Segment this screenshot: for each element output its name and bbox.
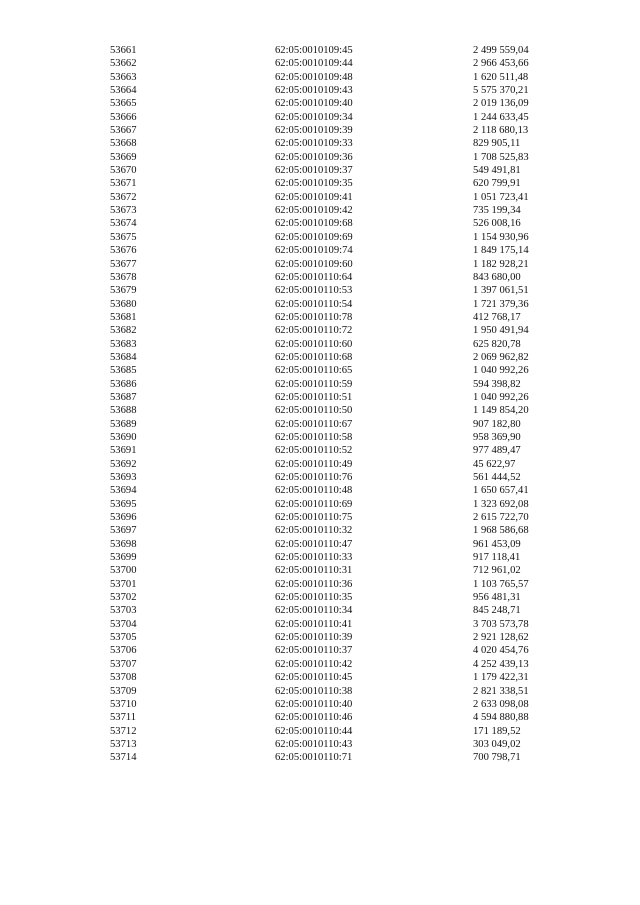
cadastral-value: 829 905,11 <box>473 138 521 150</box>
row-number: 53673 <box>110 205 137 217</box>
cadastral-value: 1 040 992,26 <box>473 391 529 403</box>
cadastral-value: 5 575 370,21 <box>473 85 529 97</box>
cadastral-number: 62:05:0010109:69 <box>275 231 353 243</box>
cadastral-number: 62:05:0010110:59 <box>275 378 353 390</box>
row-number: 53678 <box>110 271 137 283</box>
cadastral-number: 62:05:0010110:40 <box>275 698 353 710</box>
cadastral-number: 62:05:0010109:33 <box>275 138 353 150</box>
row-number: 53699 <box>110 552 137 564</box>
row-number: 53689 <box>110 418 137 430</box>
cadastral-value: 625 820,78 <box>473 338 521 350</box>
cadastral-number: 62:05:0010109:35 <box>275 178 353 190</box>
table-row <box>0 164 640 177</box>
row-number: 53714 <box>110 752 137 764</box>
cadastral-value: 712 961,02 <box>473 565 521 577</box>
table-row <box>0 124 640 137</box>
cadastral-number: 62:05:0010110:65 <box>275 365 353 377</box>
cadastral-value-table <box>0 44 640 765</box>
row-number: 53704 <box>110 618 137 630</box>
cadastral-value: 1 721 379,36 <box>473 298 529 310</box>
cadastral-value: 956 481,31 <box>473 592 521 604</box>
cadastral-value: 2 019 136,09 <box>473 98 529 110</box>
cadastral-value: 4 020 454,76 <box>473 645 529 657</box>
row-number: 53669 <box>110 151 137 163</box>
cadastral-value: 1 051 723,41 <box>473 191 529 203</box>
table-row <box>0 217 640 230</box>
table-row <box>0 311 640 324</box>
cadastral-number: 62:05:0010110:68 <box>275 351 353 363</box>
cadastral-value: 1 323 692,08 <box>473 498 529 510</box>
cadastral-number: 62:05:0010110:49 <box>275 458 353 470</box>
table-row <box>0 551 640 564</box>
cadastral-number: 62:05:0010110:50 <box>275 405 353 417</box>
table-row <box>0 604 640 617</box>
cadastral-value: 961 453,09 <box>473 538 521 550</box>
cadastral-number: 62:05:0010110:38 <box>275 685 353 697</box>
row-number: 53687 <box>110 391 137 403</box>
row-number: 53706 <box>110 645 137 657</box>
table-row <box>0 511 640 524</box>
row-number: 53666 <box>110 111 137 123</box>
cadastral-number: 62:05:0010110:39 <box>275 632 353 644</box>
cadastral-value: 958 369,90 <box>473 431 521 443</box>
row-number: 53668 <box>110 138 137 150</box>
cadastral-number: 62:05:0010109:43 <box>275 85 353 97</box>
table-row <box>0 685 640 698</box>
table-row <box>0 244 640 257</box>
row-number: 53682 <box>110 325 137 337</box>
table-row <box>0 57 640 70</box>
cadastral-number: 62:05:0010109:60 <box>275 258 353 270</box>
cadastral-value: 1 968 586,68 <box>473 525 529 537</box>
table-row <box>0 151 640 164</box>
cadastral-number: 62:05:0010110:69 <box>275 498 353 510</box>
cadastral-value: 1 950 491,94 <box>473 325 529 337</box>
cadastral-value: 1 650 657,41 <box>473 485 529 497</box>
row-number: 53712 <box>110 725 137 737</box>
cadastral-value: 1 849 175,14 <box>473 245 529 257</box>
row-number: 53708 <box>110 672 137 684</box>
table-row <box>0 284 640 297</box>
cadastral-value: 594 398,82 <box>473 378 521 390</box>
cadastral-number: 62:05:0010109:45 <box>275 45 353 56</box>
row-number: 53665 <box>110 98 137 110</box>
cadastral-value: 1 244 633,45 <box>473 111 529 123</box>
row-number: 53671 <box>110 178 137 190</box>
table-row <box>0 458 640 471</box>
table-row <box>0 631 640 644</box>
table-row <box>0 444 640 457</box>
row-number: 53711 <box>110 712 137 724</box>
cadastral-number: 62:05:0010109:36 <box>275 151 353 163</box>
cadastral-value: 303 049,02 <box>473 738 521 750</box>
cadastral-value: 561 444,52 <box>473 472 521 483</box>
row-number: 53667 <box>110 125 137 137</box>
cadastral-number: 62:05:0010109:39 <box>275 125 353 137</box>
cadastral-value: 1 103 765,57 <box>473 578 529 590</box>
table-row <box>0 484 640 497</box>
table-row <box>0 591 640 604</box>
table-row <box>0 44 640 57</box>
cadastral-number: 62:05:0010110:36 <box>275 578 353 590</box>
row-number: 53707 <box>110 658 137 670</box>
row-number: 53677 <box>110 258 137 270</box>
table-row <box>0 404 640 417</box>
table-row <box>0 177 640 190</box>
cadastral-number: 62:05:0010110:45 <box>275 672 353 684</box>
table-row <box>0 578 640 591</box>
cadastral-value: 2 118 680,13 <box>473 125 529 137</box>
table-row <box>0 84 640 97</box>
cadastral-number: 62:05:0010110:71 <box>275 752 353 764</box>
table-row <box>0 471 640 484</box>
row-number: 53685 <box>110 365 137 377</box>
cadastral-value: 549 491,81 <box>473 165 521 177</box>
cadastral-value: 3 703 573,78 <box>473 618 529 630</box>
cadastral-value: 412 768,17 <box>473 311 521 323</box>
row-number: 53662 <box>110 58 137 70</box>
table-row <box>0 258 640 271</box>
cadastral-value: 1 182 928,21 <box>473 258 529 270</box>
cadastral-number: 62:05:0010109:68 <box>275 218 353 230</box>
cadastral-number: 62:05:0010109:74 <box>275 245 353 257</box>
cadastral-value: 2 966 453,66 <box>473 58 529 70</box>
row-number: 53700 <box>110 565 137 577</box>
cadastral-number: 62:05:0010110:33 <box>275 552 353 564</box>
row-number: 53693 <box>110 472 137 483</box>
row-number: 53664 <box>110 85 137 97</box>
cadastral-value: 735 199,34 <box>473 205 521 217</box>
table-row <box>0 698 640 711</box>
cadastral-value: 907 182,80 <box>473 418 521 430</box>
cadastral-number: 62:05:0010109:34 <box>275 111 353 123</box>
row-number: 53675 <box>110 231 137 243</box>
row-number: 53710 <box>110 698 137 710</box>
cadastral-value: 620 799,91 <box>473 178 521 190</box>
cadastral-number: 62:05:0010110:54 <box>275 298 353 310</box>
cadastral-value: 845 248,71 <box>473 605 521 617</box>
table-row <box>0 231 640 244</box>
cadastral-number: 62:05:0010110:72 <box>275 325 353 337</box>
cadastral-value: 700 798,71 <box>473 752 521 764</box>
cadastral-number: 62:05:0010110:48 <box>275 485 353 497</box>
row-number: 53705 <box>110 632 137 644</box>
row-number: 53661 <box>110 45 137 56</box>
cadastral-number: 62:05:0010110:42 <box>275 658 353 670</box>
cadastral-number: 62:05:0010109:41 <box>275 191 353 203</box>
row-number: 53674 <box>110 218 137 230</box>
cadastral-number: 62:05:0010109:44 <box>275 58 353 70</box>
row-number: 53684 <box>110 351 137 363</box>
row-number: 53683 <box>110 338 137 350</box>
table-row <box>0 204 640 217</box>
cadastral-number: 62:05:0010110:78 <box>275 311 353 323</box>
row-number: 53676 <box>110 245 137 257</box>
cadastral-number: 62:05:0010109:37 <box>275 165 353 177</box>
cadastral-value: 2 615 722,70 <box>473 512 529 524</box>
cadastral-value: 2 499 559,04 <box>473 45 529 56</box>
table-row <box>0 711 640 724</box>
table-row <box>0 391 640 404</box>
cadastral-number: 62:05:0010110:37 <box>275 645 353 657</box>
row-number: 53680 <box>110 298 137 310</box>
cadastral-value: 1 040 992,26 <box>473 365 529 377</box>
cadastral-number: 62:05:0010110:75 <box>275 512 353 524</box>
cadastral-number: 62:05:0010110:44 <box>275 725 353 737</box>
cadastral-number: 62:05:0010110:51 <box>275 391 353 403</box>
cadastral-value: 4 594 880,88 <box>473 712 529 724</box>
table-row <box>0 378 640 391</box>
cadastral-number: 62:05:0010110:76 <box>275 472 353 483</box>
row-number: 53663 <box>110 71 137 83</box>
table-row <box>0 524 640 537</box>
cadastral-value: 1 154 930,96 <box>473 231 529 243</box>
table-row <box>0 137 640 150</box>
cadastral-value: 1 708 525,83 <box>473 151 529 163</box>
table-row <box>0 671 640 684</box>
cadastral-value: 2 821 338,51 <box>473 685 529 697</box>
cadastral-value: 1 620 511,48 <box>473 71 529 83</box>
cadastral-number: 62:05:0010110:31 <box>275 565 353 577</box>
cadastral-value: 2 069 962,82 <box>473 351 529 363</box>
row-number: 53701 <box>110 578 137 590</box>
row-number: 53702 <box>110 592 137 604</box>
cadastral-number: 62:05:0010110:58 <box>275 431 353 443</box>
cadastral-value: 2 633 098,08 <box>473 698 529 710</box>
cadastral-number: 62:05:0010109:42 <box>275 205 353 217</box>
cadastral-number: 62:05:0010110:67 <box>275 418 353 430</box>
row-number: 53670 <box>110 165 137 177</box>
table-row <box>0 71 640 84</box>
table-row <box>0 364 640 377</box>
cadastral-value: 977 489,47 <box>473 445 521 457</box>
cadastral-value: 1 179 422,31 <box>473 672 529 684</box>
table-row <box>0 351 640 364</box>
cadastral-value: 2 921 128,62 <box>473 632 529 644</box>
cadastral-number: 62:05:0010110:64 <box>275 271 353 283</box>
cadastral-number: 62:05:0010110:52 <box>275 445 353 457</box>
cadastral-value: 1 397 061,51 <box>473 285 529 297</box>
row-number: 53695 <box>110 498 137 510</box>
table-row <box>0 431 640 444</box>
table-row <box>0 111 640 124</box>
row-number: 53691 <box>110 445 137 457</box>
table-row <box>0 725 640 738</box>
table-row <box>0 271 640 284</box>
cadastral-number: 62:05:0010110:60 <box>275 338 353 350</box>
cadastral-number: 62:05:0010110:41 <box>275 618 353 630</box>
cadastral-value: 917 118,41 <box>473 552 521 564</box>
table-row <box>0 298 640 311</box>
row-number: 53690 <box>110 431 137 443</box>
cadastral-number: 62:05:0010110:47 <box>275 538 353 550</box>
table-row <box>0 324 640 337</box>
row-number: 53703 <box>110 605 137 617</box>
row-number: 53688 <box>110 405 137 417</box>
table-row <box>0 538 640 551</box>
table-row <box>0 658 640 671</box>
table-row <box>0 618 640 631</box>
cadastral-number: 62:05:0010109:40 <box>275 98 353 110</box>
table-row <box>0 644 640 657</box>
row-number: 53713 <box>110 738 137 750</box>
table-row <box>0 418 640 431</box>
cadastral-number: 62:05:0010110:53 <box>275 285 353 297</box>
row-number: 53696 <box>110 512 137 524</box>
row-number: 53697 <box>110 525 137 537</box>
table-row <box>0 191 640 204</box>
table-row <box>0 738 640 751</box>
row-number: 53692 <box>110 458 137 470</box>
cadastral-number: 62:05:0010110:35 <box>275 592 353 604</box>
table-row <box>0 751 640 764</box>
cadastral-number: 62:05:0010110:34 <box>275 605 353 617</box>
cadastral-number: 62:05:0010110:43 <box>275 738 353 750</box>
cadastral-value: 843 680,00 <box>473 271 521 283</box>
cadastral-value: 1 149 854,20 <box>473 405 529 417</box>
row-number: 53672 <box>110 191 137 203</box>
row-number: 53681 <box>110 311 137 323</box>
table-row <box>0 564 640 577</box>
table-row <box>0 338 640 351</box>
cadastral-number: 62:05:0010110:32 <box>275 525 353 537</box>
table-row <box>0 97 640 110</box>
row-number: 53709 <box>110 685 137 697</box>
row-number: 53694 <box>110 485 137 497</box>
row-number: 53679 <box>110 285 137 297</box>
cadastral-value: 526 008,16 <box>473 218 521 230</box>
table-row <box>0 498 640 511</box>
cadastral-number: 62:05:0010110:46 <box>275 712 353 724</box>
row-number: 53698 <box>110 538 137 550</box>
cadastral-number: 62:05:0010109:48 <box>275 71 353 83</box>
cadastral-value: 45 622,97 <box>473 458 516 470</box>
cadastral-value: 4 252 439,13 <box>473 658 529 670</box>
cadastral-value: 171 189,52 <box>473 725 521 737</box>
row-number: 53686 <box>110 378 137 390</box>
